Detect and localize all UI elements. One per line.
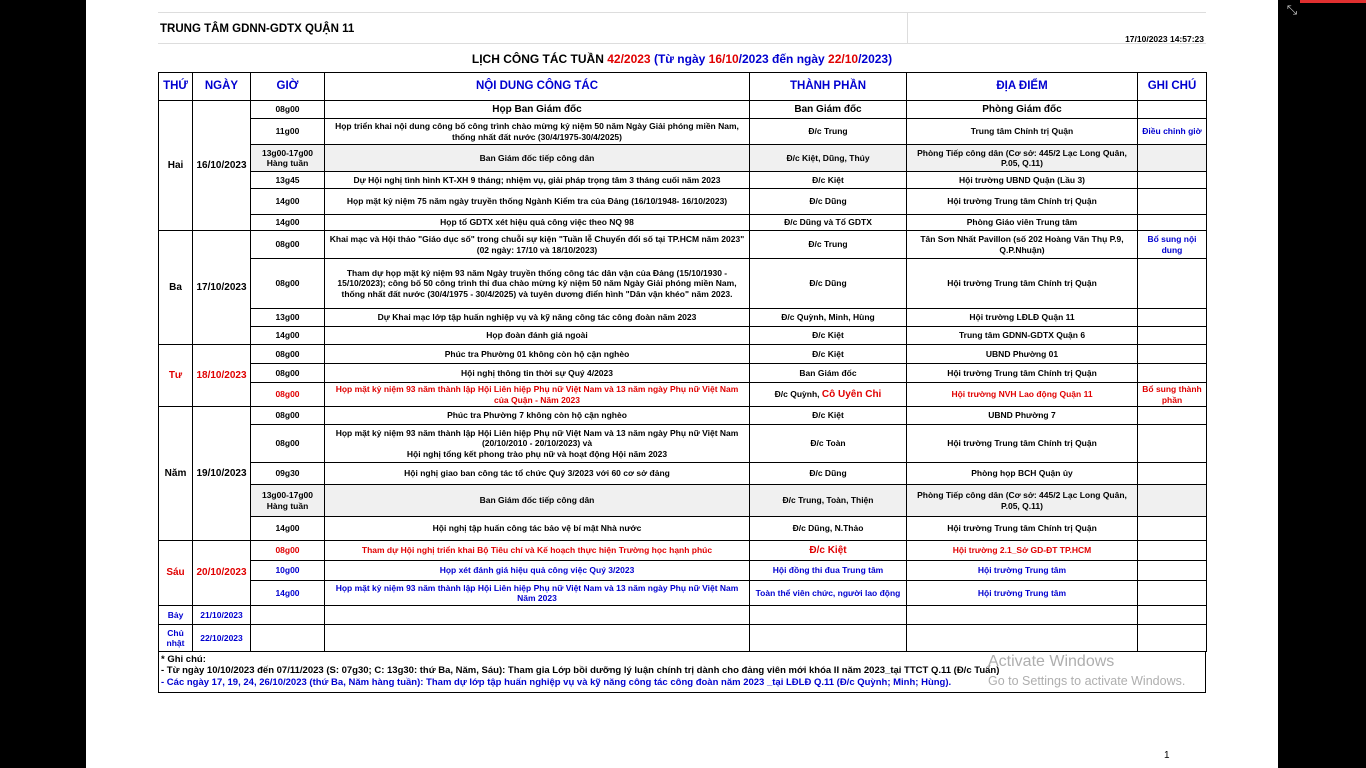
day-cell: Sáu (159, 541, 193, 606)
table-row (159, 231, 1207, 259)
time-cell (251, 606, 325, 625)
participants-cell: Đ/c Kiệt (750, 407, 907, 425)
note-cell: Bổ sung thành phần (1138, 383, 1207, 407)
content-cell: Phúc tra Phường 7 không còn hộ cận nghèo (325, 407, 750, 425)
time-cell: 14g00 (251, 581, 325, 606)
time-cell: 13g00-17g00 Hàng tuần (251, 145, 325, 172)
window-edge-bar (1300, 0, 1366, 3)
time-cell: 08g00 (251, 407, 325, 425)
location-cell: Hội trường UBND Quận (Lầu 3) (907, 172, 1138, 189)
date-cell: 21/10/2023 (193, 606, 251, 625)
column-header: GIỜ (251, 73, 325, 101)
time-cell: 11g00 (251, 119, 325, 145)
day-cell: Chủ nhật (159, 625, 193, 652)
participants-cell: Đ/c Dũng (750, 463, 907, 485)
page-number: 1 (1164, 750, 1170, 761)
table-row (159, 101, 1207, 119)
content-cell: Tham dự Hội nghị triển khai Bộ Tiêu chí và Kế hoạch thực hiện Trường học hạnh phúc (325, 541, 750, 561)
table-row (159, 561, 1207, 581)
location-cell: Hội trường 2.1_Sở GD-ĐT TP.HCM (907, 541, 1138, 561)
location-cell: Hội trường Trung tâm Chính trị Quận (907, 189, 1138, 215)
location-cell: Hội trường Trung tâm (907, 561, 1138, 581)
column-header: ĐỊA ĐIỂM (907, 73, 1138, 101)
content-cell: Dự Khai mạc lớp tập huấn nghiệp vụ và kỹ năng công tác công đoàn năm 2023 (325, 309, 750, 327)
participants-cell (750, 625, 907, 652)
location-cell: Hội trường Trung tâm Chính trị Quận (907, 425, 1138, 463)
day-cell: Hai (159, 101, 193, 231)
location-cell: Phòng Giám đốc (907, 101, 1138, 119)
participants-cell: Đ/c Trung, Toàn, Thiện (750, 485, 907, 517)
note-cell (1138, 581, 1207, 606)
date-to: 22/10 (828, 52, 859, 66)
table-row (159, 309, 1207, 327)
title-text: LỊCH CÔNG TÁC TUẦN (471, 52, 608, 66)
time-cell: 08g00 (251, 259, 325, 309)
note-cell (1138, 561, 1207, 581)
note-cell (1138, 215, 1207, 231)
time-cell: 14g00 (251, 327, 325, 345)
date-cell: 18/10/2023 (193, 345, 251, 407)
content-cell: Hội nghị giao ban công tác tổ chức Quý 3/2023 với 60 cơ sở đảng (325, 463, 750, 485)
content-cell: Khai mạc và Hội thảo "Giáo dục số" trong chuỗi sự kiện "Tuần lễ Chuyển đổi số tại TP.HCM năm 2023" (02 ngày: 17/10 và 18/10/2023) (325, 231, 750, 259)
note-cell (1138, 145, 1207, 172)
day-cell: Năm (159, 407, 193, 541)
note-cell (1138, 485, 1207, 517)
note-cell (1138, 606, 1207, 625)
table-row (159, 581, 1207, 606)
table-row (159, 327, 1207, 345)
note-line: - Từ ngày 10/10/2023 đến 07/11/2023 (S: 07g30; C: 13g30: thứ Ba, Năm, Sáu): Tham gia Lớp bồi dưỡng lý luận chính trị dành cho đảng viên mới khóa II năm 2023_tại TTCT Q.11 (Đ/c Tuấn) (161, 665, 1000, 677)
table-row (159, 345, 1207, 364)
location-cell: Phòng Tiếp công dân (Cơ sở: 445/2 Lạc Long Quân, P.05, Q.11) (907, 145, 1138, 172)
content-text: Hội nghị tổng kết phong trào phụ nữ và hoạt động Hội năm 2023 (406, 448, 668, 459)
time-cell: 10g00 (251, 561, 325, 581)
table-row (159, 407, 1207, 425)
content-cell: Họp triển khai nội dung công bố công trình chào mừng kỷ niệm 50 năm Ngày Giải phóng miền Nam, thống nhất đất nước (30/4/1975-30/4/2025) (325, 119, 750, 145)
time-cell: 09g30 (251, 463, 325, 485)
date-cell: 22/10/2023 (193, 625, 251, 652)
time-cell: 08g00 (251, 383, 325, 407)
schedule-document (158, 12, 1206, 693)
location-cell: Hội trường LĐLĐ Quận 11 (907, 309, 1138, 327)
collapse-icon[interactable]: ⤡ (1286, 2, 1298, 17)
location-cell: Hội trường Trung tâm Chính trị Quận (907, 517, 1138, 541)
content-cell: Tham dự họp mặt kỷ niệm 93 năm Ngày truyền thống công tác dân vận của Đảng (15/10/1930 - 15/10/2023); công bố 50 công trình thi đua chào mừng kỷ niệm 50 năm Ngày Giải phóng miền Nam, thống nhất đất nước (30/4/1975 - 30/4/2025) và tuyên dương điển hình "Dân vận khéo" năm 2023. (325, 259, 750, 309)
time-cell (251, 625, 325, 652)
table-row (159, 172, 1207, 189)
participants-cell (750, 606, 907, 625)
note-cell (1138, 101, 1207, 119)
table-row (159, 425, 1207, 463)
table-row (159, 189, 1207, 215)
activation-watermark (988, 652, 1185, 689)
day-cell: Bảy (159, 606, 193, 625)
time-cell: 13g45 (251, 172, 325, 189)
table-row (159, 463, 1207, 485)
column-header: THỨ (159, 73, 193, 101)
time-cell: 08g00 (251, 425, 325, 463)
note-cell (1138, 425, 1207, 463)
schedule-table (158, 72, 1207, 652)
time-cell: 14g00 (251, 517, 325, 541)
content-cell: Họp xét đánh giá hiệu quả công việc Quý 3/2023 (325, 561, 750, 581)
participants-cell: Đ/c Dũng và Tổ GDTX (750, 215, 907, 231)
table-row (159, 517, 1207, 541)
location-cell: Tân Sơn Nhất Pavillon (số 202 Hoàng Văn Thụ P.9, Q.P.Nhuận) (907, 231, 1138, 259)
content-cell: Họp mặt kỷ niệm 75 năm ngày truyền thống Ngành Kiểm tra của Đảng (16/10/1948- 16/10/2023) (325, 189, 750, 215)
participants-cell (750, 383, 907, 407)
content-cell: Dự Hội nghị tình hình KT-XH 9 tháng; nhiệm vụ, giải pháp trọng tâm 3 tháng cuối năm 2023 (325, 172, 750, 189)
table-row (159, 541, 1207, 561)
content-text: Họp mặt kỷ niệm 93 năm thành lập Hội Liên hiệp Phụ nữ Việt Nam và 13 năm ngày Phụ nữ Việt Nam (20/10/2010 - 20/10/2023) và (335, 428, 739, 449)
time-cell: 08g00 (251, 231, 325, 259)
note-cell (1138, 625, 1207, 652)
note-line: - Các ngày 17, 19, 24, 26/10/2023 (thứ Ba, Năm hàng tuần): Tham dự lớp tập huấn nghiệp vụ và kỹ năng công tác công đoàn năm 2023 _tại LĐLĐ Q.11 (Đ/c Quỳnh; Minh; Hùng). (161, 676, 952, 688)
table-row (159, 119, 1207, 145)
content-cell: Ban Giám đốc tiếp công dân (325, 145, 750, 172)
note-cell (1138, 517, 1207, 541)
participants-text: Đ/c Quỳnh, (774, 388, 822, 399)
note-cell (1138, 259, 1207, 309)
time-cell: 14g00 (251, 189, 325, 215)
note-cell (1138, 189, 1207, 215)
content-cell: Hội nghị tập huấn công tác bảo vệ bí mật Nhà nước (325, 517, 750, 541)
note-cell (1138, 463, 1207, 485)
note-cell (1138, 345, 1207, 364)
org-name: TRUNG TÂM GDNN-GDTX QUẬN 11 (158, 13, 908, 43)
location-cell: Hội trường Trung tâm Chính trị Quận (907, 259, 1138, 309)
column-header: GHI CHÚ (1138, 73, 1207, 101)
date-cell: 17/10/2023 (193, 231, 251, 345)
participants-cell: Đ/c Dũng, N.Thảo (750, 517, 907, 541)
content-cell: Họp đoàn đánh giá ngoài (325, 327, 750, 345)
title-text: /2023 đến ngày (738, 52, 829, 66)
content-cell: Họp tổ GDTX xét hiệu quả công việc theo NQ 98 (325, 215, 750, 231)
time-cell: 08g00 (251, 541, 325, 561)
participants-cell: Đ/c Kiệt (750, 172, 907, 189)
watermark-subtitle: Go to Settings to activate Windows. (988, 673, 1186, 688)
date-from: 16/10 (708, 52, 739, 66)
location-cell: Hội trường NVH Lao động Quận 11 (907, 383, 1138, 407)
title-text: /2023) (858, 52, 893, 66)
content-cell (325, 425, 750, 463)
participants-cell: Đ/c Trung (750, 231, 907, 259)
day-cell: Tư (159, 345, 193, 407)
content-cell: Phúc tra Phường 01 không còn hộ cận nghèo (325, 345, 750, 364)
table-row (159, 625, 1207, 652)
schedule-title (158, 44, 1206, 72)
column-header: THÀNH PHẦN (750, 73, 907, 101)
location-cell: UBND Phường 7 (907, 407, 1138, 425)
content-cell (325, 625, 750, 652)
location-cell: Trung tâm GDNN-GDTX Quận 6 (907, 327, 1138, 345)
participants-cell: Đ/c Quỳnh, Minh, Hùng (750, 309, 907, 327)
participants-cell: Đ/c Dũng (750, 259, 907, 309)
note-cell (1138, 309, 1207, 327)
content-cell: Họp Ban Giám đốc (325, 101, 750, 119)
time-cell: 08g00 (251, 364, 325, 383)
time-cell: 08g00 (251, 101, 325, 119)
note-cell: Bổ sung nội dung (1138, 231, 1207, 259)
participants-cell: Đ/c Kiệt (750, 327, 907, 345)
content-cell: Họp mặt kỷ niệm 93 năm thành lập Hội Liên hiệp Phụ nữ Việt Nam và 13 năm ngày Phụ nữ Việt Nam Năm 2023 (325, 581, 750, 606)
participants-cell: Đ/c Toàn (750, 425, 907, 463)
participants-cell: Đ/c Dũng (750, 189, 907, 215)
participants-highlight: Cô Uyên Chi (821, 388, 882, 400)
participants-cell: Đ/c Kiệt (750, 541, 907, 561)
table-row (159, 145, 1207, 172)
location-cell: Phòng họp BCH Quận ủy (907, 463, 1138, 485)
document-header (158, 12, 1206, 44)
participants-cell: Đ/c Trung (750, 119, 907, 145)
time-cell: 14g00 (251, 215, 325, 231)
column-header: NỘI DUNG CÔNG TÁC (325, 73, 750, 101)
column-header: NGÀY (193, 73, 251, 101)
location-cell (907, 606, 1138, 625)
participants-cell: Ban Giám đốc (750, 101, 907, 119)
week-number: 42/2023 (607, 52, 651, 66)
location-cell: Phòng Tiếp công dân (Cơ sở: 445/2 Lạc Long Quân, P.05, Q.11) (907, 485, 1138, 517)
date-cell: 20/10/2023 (193, 541, 251, 606)
table-row (159, 485, 1207, 517)
participants-cell: Hội đồng thi đua Trung tâm (750, 561, 907, 581)
title-text: (Từ ngày (650, 52, 709, 66)
table-row (159, 259, 1207, 309)
note-cell (1138, 172, 1207, 189)
participants-cell: Ban Giám đốc (750, 364, 907, 383)
day-cell: Ba (159, 231, 193, 345)
table-row (159, 606, 1207, 625)
location-cell: UBND Phường 01 (907, 345, 1138, 364)
note-cell (1138, 364, 1207, 383)
timestamp: 17/10/2023 14:57:23 (1125, 34, 1204, 44)
notes-heading: * Ghi chú: (161, 654, 206, 665)
time-cell: 13g00 (251, 309, 325, 327)
content-cell: Hội nghị thông tin thời sự Quý 4/2023 (325, 364, 750, 383)
location-cell: Phòng Giáo viên Trung tâm (907, 215, 1138, 231)
participants-cell: Đ/c Kiệt (750, 345, 907, 364)
participants-cell: Toàn thể viên chức, người lao động (750, 581, 907, 606)
content-cell: Ban Giám đốc tiếp công dân (325, 485, 750, 517)
location-cell: Hội trường Trung tâm (907, 581, 1138, 606)
location-cell (907, 625, 1138, 652)
date-cell: 16/10/2023 (193, 101, 251, 231)
table-row (159, 383, 1207, 407)
watermark-title: Activate Windows (988, 653, 1115, 670)
note-cell (1138, 327, 1207, 345)
note-cell (1138, 407, 1207, 425)
time-cell: 08g00 (251, 345, 325, 364)
note-cell (1138, 541, 1207, 561)
table-header-row (159, 73, 1207, 101)
location-cell: Trung tâm Chính trị Quận (907, 119, 1138, 145)
content-cell (325, 606, 750, 625)
date-cell: 19/10/2023 (193, 407, 251, 541)
table-row (159, 364, 1207, 383)
location-cell: Hội trường Trung tâm Chính trị Quận (907, 364, 1138, 383)
time-cell: 13g00-17g00 Hàng tuần (251, 485, 325, 517)
participants-cell: Đ/c Kiệt, Dũng, Thúy (750, 145, 907, 172)
content-cell: Họp mặt kỷ niệm 93 năm thành lập Hội Liên hiệp Phụ nữ Việt Nam và 13 năm ngày Phụ nữ Việt Nam của Quận - Năm 2023 (325, 383, 750, 407)
table-row (159, 215, 1207, 231)
note-cell: Điều chỉnh giờ (1138, 119, 1207, 145)
